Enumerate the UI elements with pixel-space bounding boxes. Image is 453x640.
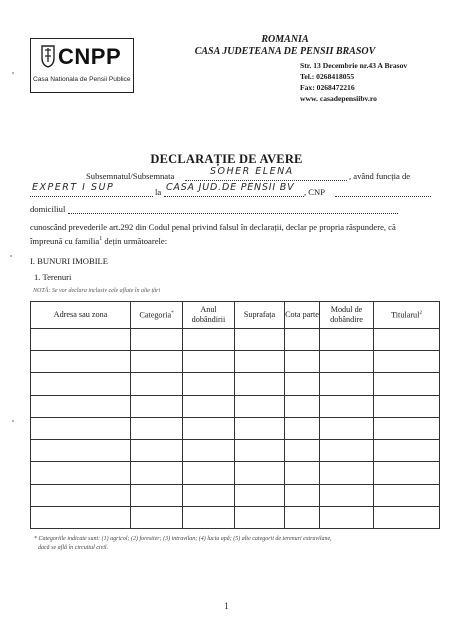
domiciliu-field[interactable] bbox=[68, 204, 398, 214]
column-header: Modul de dobândire bbox=[320, 302, 374, 329]
column-header: Categoria* bbox=[131, 302, 183, 329]
column-header: Titularul$^2$ bbox=[374, 302, 440, 329]
table-row bbox=[31, 351, 440, 373]
table-header-row bbox=[31, 302, 440, 329]
table-row bbox=[31, 329, 440, 351]
page-number: 1 bbox=[224, 601, 229, 611]
functia-label: , având funcția de bbox=[349, 171, 411, 181]
cnp-label: , CNP bbox=[304, 187, 326, 197]
domiciliul-label: domiciliul bbox=[30, 204, 66, 214]
scan-speck bbox=[12, 420, 14, 422]
header-address: Str. 13 Decembrie nr.43 A Brasov bbox=[300, 61, 408, 70]
footnote-marker: 1 bbox=[99, 236, 103, 243]
terrains-table bbox=[30, 301, 440, 529]
table-row bbox=[31, 484, 440, 506]
declaration-line-2-end: dețin următoarele: bbox=[102, 236, 168, 246]
logo-subtitle: Casa Nationala de Pensii Publice bbox=[33, 76, 131, 83]
section-heading: I. BUNURI IMOBILE bbox=[30, 256, 109, 266]
functia-handwritten: EXPERT I SUP bbox=[32, 182, 115, 193]
cnp-field[interactable] bbox=[335, 187, 431, 197]
table-row bbox=[31, 395, 440, 417]
declaration-line-2 bbox=[30, 236, 167, 246]
logo-text: CNPP bbox=[58, 44, 122, 69]
table-row bbox=[31, 506, 440, 528]
column-header: Suprafața bbox=[235, 302, 285, 329]
header-fax: Fax: 0268472216 bbox=[300, 83, 355, 92]
section-note: NOTĂ: Se vor declara inclusiv cele aflate în alte țări bbox=[33, 288, 161, 294]
column-header: Adresa sau zona bbox=[31, 302, 131, 329]
footnote-line-2: dacă se află în circuitul civil. bbox=[38, 545, 109, 551]
name-handwritten: SOHER ELENA bbox=[210, 166, 294, 177]
table-row bbox=[31, 417, 440, 439]
column-header: Cota parte bbox=[285, 302, 320, 329]
header-country: ROMANIA bbox=[261, 34, 309, 45]
header-web: www. casadepensiibv.ro bbox=[300, 94, 377, 103]
header-institution: CASA JUDETEANA DE PENSII BRASOV bbox=[194, 46, 376, 57]
scan-speck bbox=[10, 255, 12, 257]
footnote-line-1: * Categoriile indicate sunt: (1) agricol; (2) forestier; (3) intravilan; (4) luciu apă; (5) alte categorii de terenuri extravilane, bbox=[34, 536, 332, 542]
table-row bbox=[31, 440, 440, 462]
subsection-heading: 1. Terenuri bbox=[34, 272, 72, 282]
employer-handwritten: CASA JUD.DE PENSII BV bbox=[166, 182, 295, 193]
table-row bbox=[31, 462, 440, 484]
la-label: la bbox=[155, 187, 162, 197]
scan-speck bbox=[12, 72, 14, 74]
declaration-family-text: împreună cu familia bbox=[30, 236, 100, 246]
table-row bbox=[31, 373, 440, 395]
column-header: Anul dobândirii bbox=[183, 302, 235, 329]
coat-of-arms-icon bbox=[40, 44, 56, 68]
document-title: DECLARAȚIE DE AVERE bbox=[150, 152, 303, 166]
header-tel: Tel.: 0268418055 bbox=[300, 72, 355, 81]
subsemnatul-label: Subsemnatul/Subsemnata bbox=[86, 171, 175, 181]
declaration-line-1: cunoscând prevederile art.292 din Codul penal privind falsul în declarații, declar pe propria răspundere, că bbox=[30, 222, 396, 232]
